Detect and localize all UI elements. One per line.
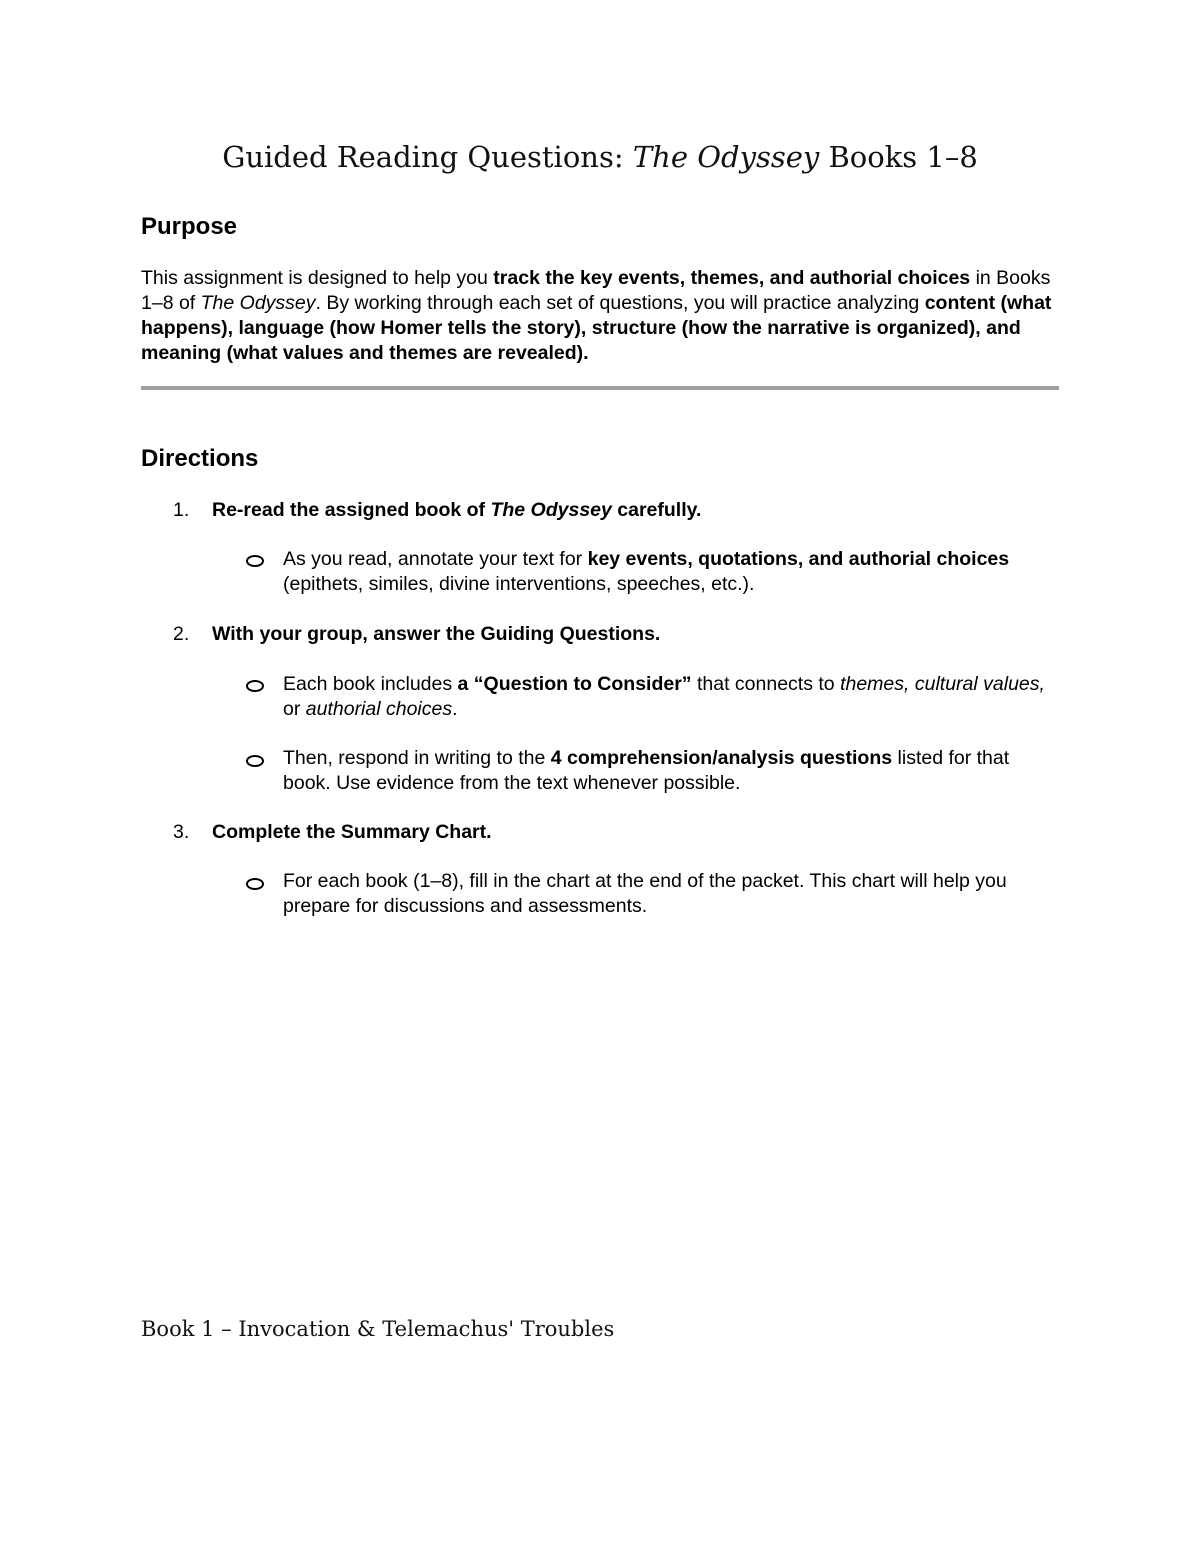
book-1-heading: Book 1 – Invocation & Telemachus' Troubles (141, 1317, 615, 1341)
purpose-heading: Purpose (141, 213, 238, 240)
purpose-paragraph: This assignment is designed to help you track the key events, themes, and authorial choices in Books 1–8 of The Odyssey. By working through each set of questions, you will practice analyzing content (what happens), language (how Homer tells the story), structure (how the narrative is organized), and meaning (what values and themes are revealed). (141, 267, 1052, 364)
step-number: 3. (173, 821, 190, 843)
step-3-bullet-1: For each book (1–8), fill in the chart at the end of the packet. This chart will help you prepare for discussions and assessments. (283, 870, 1007, 917)
step-2-text: With your group, answer the Guiding Questions. (212, 623, 661, 645)
directions-heading: Directions (141, 445, 259, 472)
step-1-bullet-1: As you read, annotate your text for key events, quotations, and authorial choices (epithets, similes, divine interventions, speeches, etc.). (283, 548, 1010, 595)
step-1-text: Re-read the assigned book of The Odyssey carefully. (212, 499, 702, 521)
step-2-bullet-1: Each book includes a “Question to Consider” that connects to themes, cultural values, or authorial choices. (283, 673, 1045, 720)
bullet-circle-icon (246, 555, 264, 567)
bullet-circle-icon (246, 755, 264, 767)
step-number: 1. (173, 499, 190, 521)
section-divider (141, 386, 1059, 390)
bullet-circle-icon (246, 680, 264, 692)
step-number: 2. (173, 623, 190, 645)
page-title: Guided Reading Questions: The Odyssey Books 1–8 (222, 140, 978, 174)
bullet-circle-icon (246, 878, 264, 890)
step-2-bullet-2: Then, respond in writing to the 4 comprehension/analysis questions listed for that book. Use evidence from the text whenever possible. (283, 747, 1010, 794)
step-3-text: Complete the Summary Chart. (212, 821, 492, 843)
